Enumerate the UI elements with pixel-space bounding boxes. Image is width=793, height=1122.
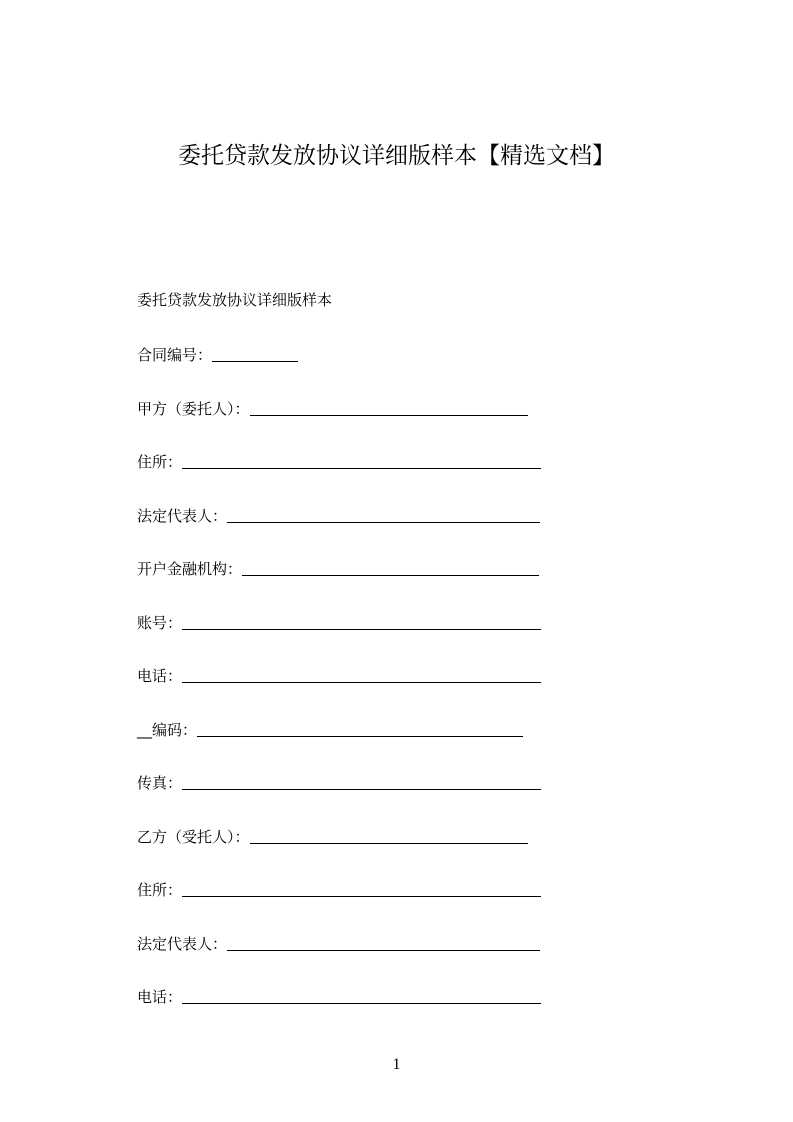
field-label: 电话：: [137, 988, 183, 1006]
field-label: 账号：: [137, 614, 183, 632]
field-label: 传真：: [137, 774, 183, 792]
fax-field: [137, 771, 541, 793]
fill-in-line: [242, 575, 539, 576]
page-title: 委托贷款发放协议详细版样本【精选文档】: [178, 143, 615, 169]
page-number: 1: [392, 1056, 401, 1073]
contract-number-field: [137, 343, 298, 365]
fill-in-line: [182, 682, 541, 683]
postal-code-field: [137, 718, 523, 740]
document-subtitle: 委托贷款发放协议详细版样本: [137, 291, 333, 309]
party-a-legal-rep-field: [137, 504, 540, 526]
fill-in-line: [250, 843, 528, 844]
fill-in-line: [227, 950, 540, 951]
fill-in-line: [182, 896, 541, 897]
field-label: 法定代表人：: [137, 935, 228, 953]
fill-in-line: [212, 361, 298, 362]
party-a-phone-field: [137, 664, 541, 686]
party-b-phone-field: [137, 985, 541, 1007]
fill-in-line: [182, 468, 541, 469]
field-label: 合同编号：: [137, 346, 213, 364]
fill-in-line: [182, 629, 541, 630]
fill-in-line: [182, 789, 541, 790]
fill-in-line: [250, 415, 528, 416]
party-a-address-field: [137, 450, 541, 472]
field-label: 乙方（受托人）：: [137, 828, 250, 846]
field-label: 甲方（委托人）：: [137, 400, 250, 418]
fill-in-line: [182, 1003, 541, 1004]
field-label: __编码：: [137, 721, 198, 739]
bank-institution-field: [137, 557, 539, 579]
party-a-field: [137, 397, 528, 419]
field-label: 住所：: [137, 453, 183, 471]
party-b-legal-rep-field: [137, 932, 540, 954]
fill-in-line: [197, 736, 523, 737]
account-number-field: [137, 611, 541, 633]
field-label: 开户金融机构：: [137, 560, 243, 578]
field-label: 电话：: [137, 667, 183, 685]
fill-in-line: [227, 522, 540, 523]
party-b-field: [137, 825, 528, 847]
party-b-address-field: [137, 878, 541, 900]
field-label: 住所：: [137, 881, 183, 899]
field-label: 法定代表人：: [137, 507, 228, 525]
